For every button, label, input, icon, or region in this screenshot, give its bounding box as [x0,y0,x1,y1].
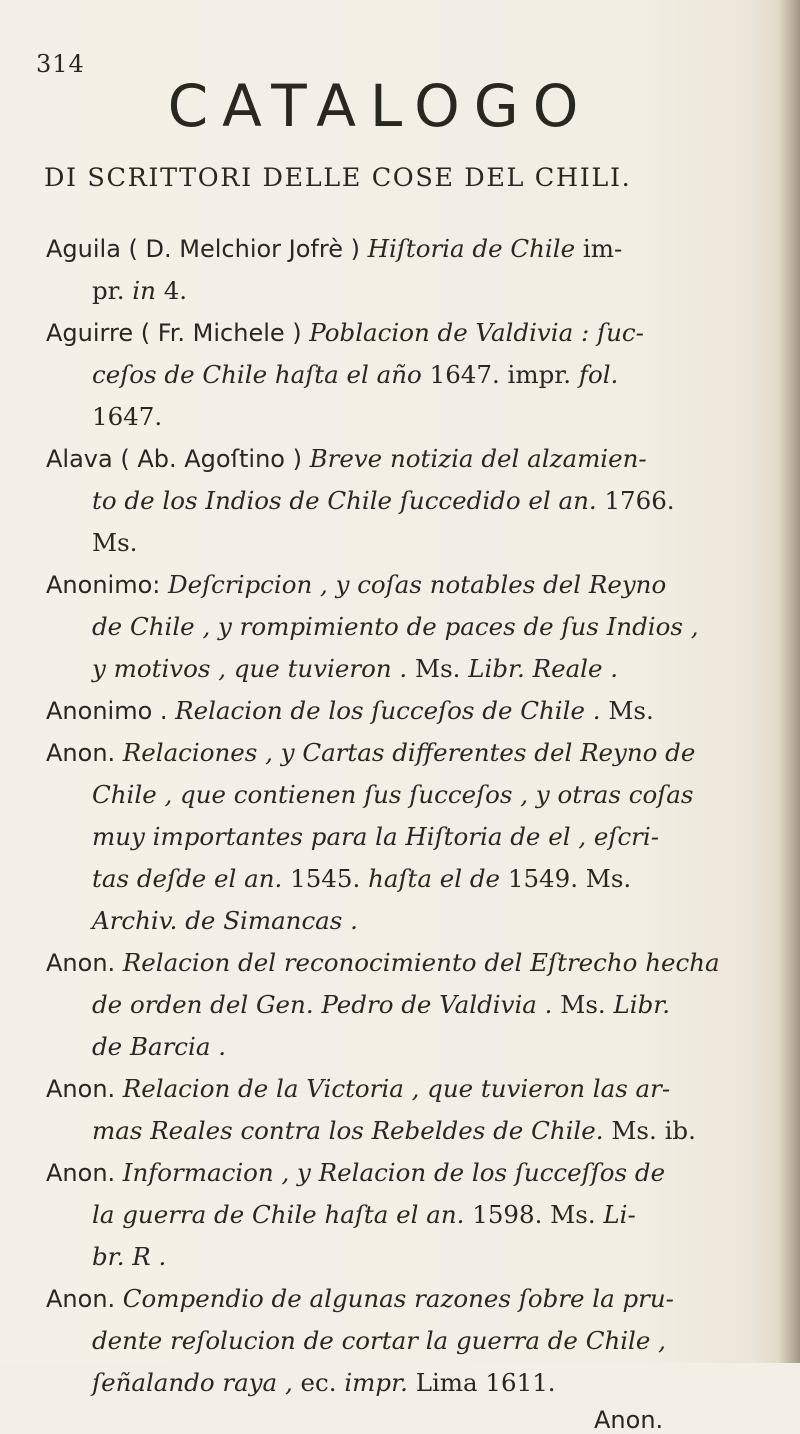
entry-author: Alava ( Ab. Agoſtino ) [46,445,310,473]
entry-note: ec. [292,1368,345,1397]
entry-note: 1549. Ms. [500,864,632,893]
entry-title-text: Compendio de algunas razones ſobre la pru- [122,1284,674,1313]
entry-title-text: fol. [578,360,619,389]
page-number: 314 [36,50,85,78]
entry-first-line [46,1278,760,1320]
entry-first-line [46,312,760,354]
entry-continuation-line [46,270,760,312]
entry-note: pr. [92,276,133,305]
entry-title-text: tas deſde el an. [92,864,283,893]
catalog-entry [46,228,760,312]
entry-title-text: dente reſolucion de cortar la guerra de Chile , [92,1326,666,1355]
entry-note: 1545. [282,864,369,893]
entry-author: Anon. [46,949,123,977]
entry-first-line [46,690,760,732]
entry-title-text: Libr. Reale . [468,654,619,683]
catalog-entry [46,690,760,732]
entry-title-text: ceſos de Chile haſta el año [92,360,422,389]
entry-title-text: muy importantes para la Hiſtoria de el , eſcri- [92,822,660,851]
entry-continuation-line [46,606,760,648]
entry-continuation-line [46,522,760,564]
catalog-entry [46,1152,760,1278]
entry-title-text: haſta el de [368,864,501,893]
page-edge-shadow [778,0,800,1363]
entry-author: Aguila ( D. Melchior Jofrè ) [46,235,368,263]
entry-note: Ms. ib. [603,1116,696,1145]
entry-first-line [46,732,760,774]
entry-note: Ms. [552,990,614,1019]
entry-author: Aguirre ( Fr. Michele ) [46,319,310,347]
entry-continuation-line [46,480,760,522]
entry-continuation-line [46,984,760,1026]
entry-continuation-line [46,396,760,438]
entry-author: Anonimo . [46,697,176,725]
entry-continuation-line [46,1362,760,1404]
entry-author: Anon. [46,739,123,767]
entry-continuation-line [46,1110,760,1152]
entry-title-text: Chile , que contienen ſus ſucceſos , y otras coſas [92,780,694,809]
entry-note: Lima 1611. [407,1368,556,1397]
entry-title-text: Hiſtoria de Chile [367,234,576,263]
entry-title-text: la guerra de Chile haſta el an. [92,1200,465,1229]
entry-continuation-line [46,648,760,690]
entry-title-text: Libr. [613,990,671,1019]
entry-note: im- [575,234,623,263]
entry-note: Ms. [92,528,138,557]
catalog-entry [46,564,760,690]
entry-note: 1598. Ms. [464,1200,604,1229]
entry-title-text: Poblacion de Valdivia : ſuc- [309,318,644,347]
entry-continuation-line [46,1026,760,1068]
entry-continuation-line [46,354,760,396]
entry-title-text: mas Reales contra los Rebeldes de Chile. [92,1116,604,1145]
entry-first-line [46,1152,760,1194]
entry-title-text: Relaciones , y Cartas differentes del Reyno de [122,738,696,767]
entry-author: Anon. [46,1159,123,1187]
entry-note: 4. [155,276,188,305]
entry-note: Ms. [600,696,654,725]
entry-continuation-line [46,816,760,858]
entry-author: Anon. [46,1285,123,1313]
entry-title-text: br. R . [92,1242,167,1271]
entry-note: 1766. [596,486,675,515]
entry-author: Anon. [46,1075,123,1103]
entry-continuation-line [46,1236,760,1278]
entry-title-text: de Barcia . [92,1032,227,1061]
entry-title-text: ſeñalando raya , [92,1368,293,1397]
entry-title-text: Breve notizia del alzamien- [309,444,647,473]
entry-title-text: in [132,276,156,305]
entry-title-text: Informacion , y Relacion de los ſucceſſos de [122,1158,666,1187]
entry-continuation-line [46,858,760,900]
catalog-entry [46,312,760,438]
entry-title-text: Relacion de los ſucceſos de Chile . [175,696,601,725]
entry-title-text: Archiv. de Simancas . [92,906,358,935]
entry-title-text: impr. [344,1368,408,1397]
catalog-entry [46,942,760,1068]
entry-title-text: Li- [603,1200,636,1229]
entry-note: 1647. [92,402,163,431]
catalog-entries [46,228,760,1404]
entry-continuation-line [46,1194,760,1236]
entry-note: 1647. impr. [421,360,579,389]
entry-title-text: de Chile , y rompimiento de paces de ſus Indios , [92,612,699,641]
entry-author: Anonimo: [46,571,168,599]
entry-title-text: y motivos , que tuvieron . [92,654,415,683]
entry-first-line [46,942,760,984]
entry-title-text: to de los Indios de Chile ſuccedido el an. [92,486,597,515]
entry-title-text: Relacion del reconocimiento del Eſtrecho hecha [122,948,720,977]
entry-title-text: Relacion de la Victoria , que tuvieron las ar- [122,1074,671,1103]
entry-title-text: Deſcripcion , y coſas notables del Reyno [167,570,667,599]
entry-title-text: de orden del Gen. Pedro de Valdivia . [92,990,553,1019]
entry-first-line [46,228,760,270]
entry-first-line [46,564,760,606]
catchword: Anon. [594,1406,664,1434]
entry-continuation-line [46,774,760,816]
entry-continuation-line [46,1320,760,1362]
page-title: CATALOGO [167,72,593,140]
entry-first-line [46,438,760,480]
entry-first-line [46,1068,760,1110]
catalog-entry [46,1278,760,1404]
entry-continuation-line [46,900,760,942]
page-subtitle: DI SCRITTORI DELLE COSE DEL CHILI. [44,163,632,193]
catalog-entry [46,438,760,564]
catalog-entry [46,732,760,942]
entry-note: Ms. [414,654,469,683]
catalog-entry [46,1068,760,1152]
